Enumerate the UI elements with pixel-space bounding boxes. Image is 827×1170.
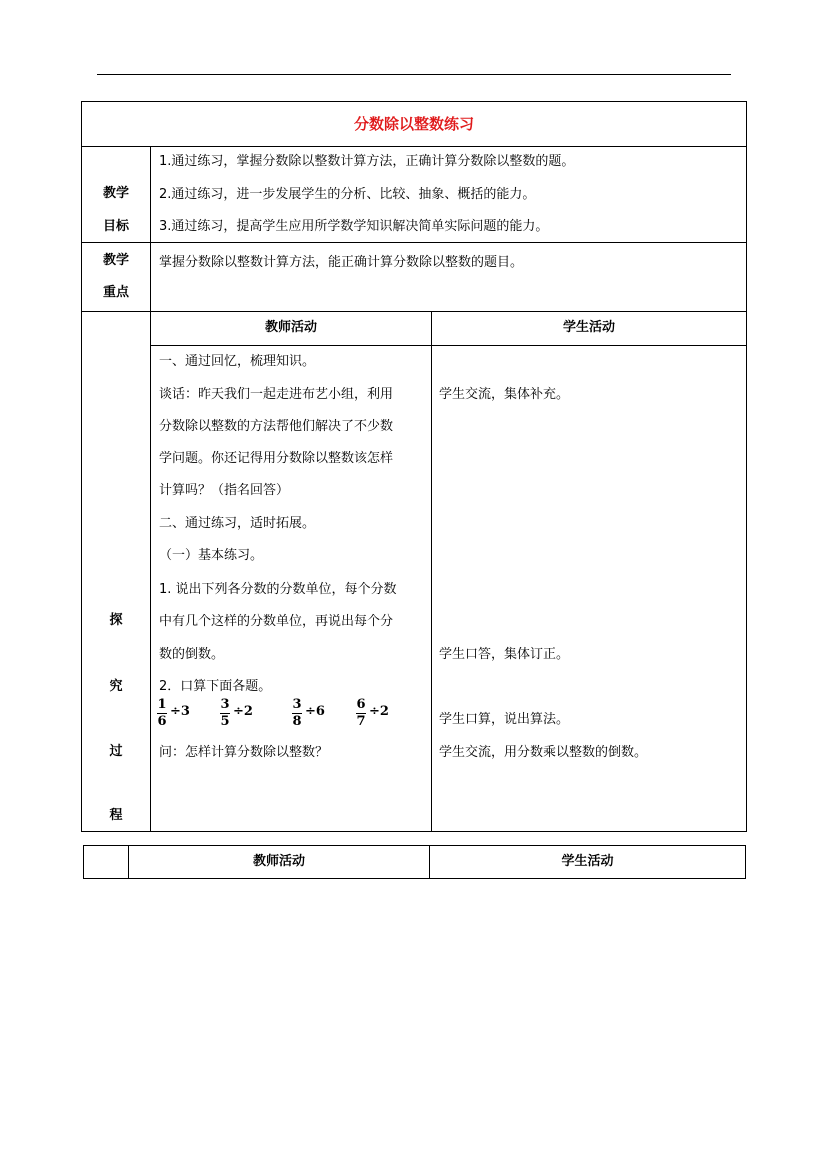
fraction-3-operation: ÷6 (305, 704, 325, 719)
page-header-rule (97, 74, 731, 75)
objectives-label-2: 目标 (102, 219, 129, 234)
teacher-line-7: （一）基本练习。 (159, 548, 264, 563)
fraction-2-denominator: 5 (220, 714, 230, 729)
process-side-label-2: 究 (109, 679, 123, 694)
process-side-label-1: 探 (109, 613, 123, 628)
teacher-line-9: 中有几个这样的分数单位，再说出每个分 (159, 614, 394, 629)
fraction-2-operation: ÷2 (233, 704, 253, 719)
teacher-line-11: 2．口算下面各题。 (159, 679, 272, 694)
keypoints-label-1: 教学 (102, 253, 129, 268)
teacher-line-5: 计算吗？（指名回答） (159, 483, 290, 498)
objectives-label-1: 教学 (102, 186, 129, 201)
fraction-1-numerator: 1 (157, 697, 167, 712)
student-line-3: 学生口算，说出算法。 (439, 712, 570, 727)
student-line-1: 学生交流，集体补充。 (439, 387, 570, 402)
teacher-line-3: 分数除以整数的方法帮他们解决了不少数 (159, 419, 394, 434)
fraction-expression-1 (157, 697, 190, 729)
fraction-expression-4 (356, 697, 389, 729)
teacher-line-2: 谈话：昨天我们一起走进布艺小组，利用 (159, 387, 394, 402)
teacher-question: 问：怎样计算分数除以整数？ (159, 745, 329, 760)
fraction-4-denominator: 7 (356, 714, 366, 729)
fraction-1-operation: ÷3 (170, 704, 190, 719)
student-activity-header: 学生活动 (562, 320, 615, 335)
keypoints-text: 掌握分数除以整数计算方法，能正确计算分数除以整数的题目。 (159, 255, 524, 270)
teacher-line-10: 数的倒数。 (159, 647, 225, 662)
objective-item-1: 1.通过练习，掌握分数除以整数计算方法，正确计算分数除以整数的题。 (159, 154, 575, 169)
student-line-2: 学生口答，集体订正。 (439, 647, 570, 662)
fraction-expression-2 (220, 697, 253, 729)
fraction-2-numerator: 3 (220, 697, 230, 712)
teacher-line-6: 二、通过练习，适时拓展。 (159, 516, 316, 531)
keypoints-label-2: 重点 (102, 285, 129, 300)
process-side-label-4: 程 (109, 808, 123, 823)
teacher-line-1: 一、通过回忆，梳理知识。 (159, 354, 316, 369)
process-side-label-3: 过 (109, 744, 123, 759)
fraction-1-denominator: 6 (157, 714, 167, 729)
keypoints-content-cell (150, 242, 747, 312)
second-table-label-cell (83, 845, 129, 879)
second-table-student-header: 学生活动 (561, 854, 614, 869)
teacher-line-8: 1. 说出下列各分数的分数单位，每个分数 (159, 582, 397, 597)
lesson-title: 分数除以整数练习 (353, 115, 474, 133)
student-line-4: 学生交流，用分数乘以整数的倒数。 (439, 745, 648, 760)
fraction-3-numerator: 3 (292, 697, 302, 712)
teacher-line-4: 学问题。你还记得用分数除以整数该怎样 (159, 451, 394, 466)
teacher-activity-header: 教师活动 (264, 320, 317, 335)
objective-item-3: 3.通过练习，提高学生应用所学数学知识解决简单实际问题的能力。 (159, 219, 549, 234)
objective-item-2: 2.通过练习，进一步发展学生的分析、比较、抽象、概括的能力。 (159, 187, 536, 202)
fraction-4-operation: ÷2 (369, 704, 389, 719)
fraction-expression-3 (292, 697, 325, 729)
fraction-3-denominator: 8 (292, 714, 302, 729)
fraction-4-numerator: 6 (356, 697, 366, 712)
second-table-teacher-header: 教师活动 (252, 854, 305, 869)
